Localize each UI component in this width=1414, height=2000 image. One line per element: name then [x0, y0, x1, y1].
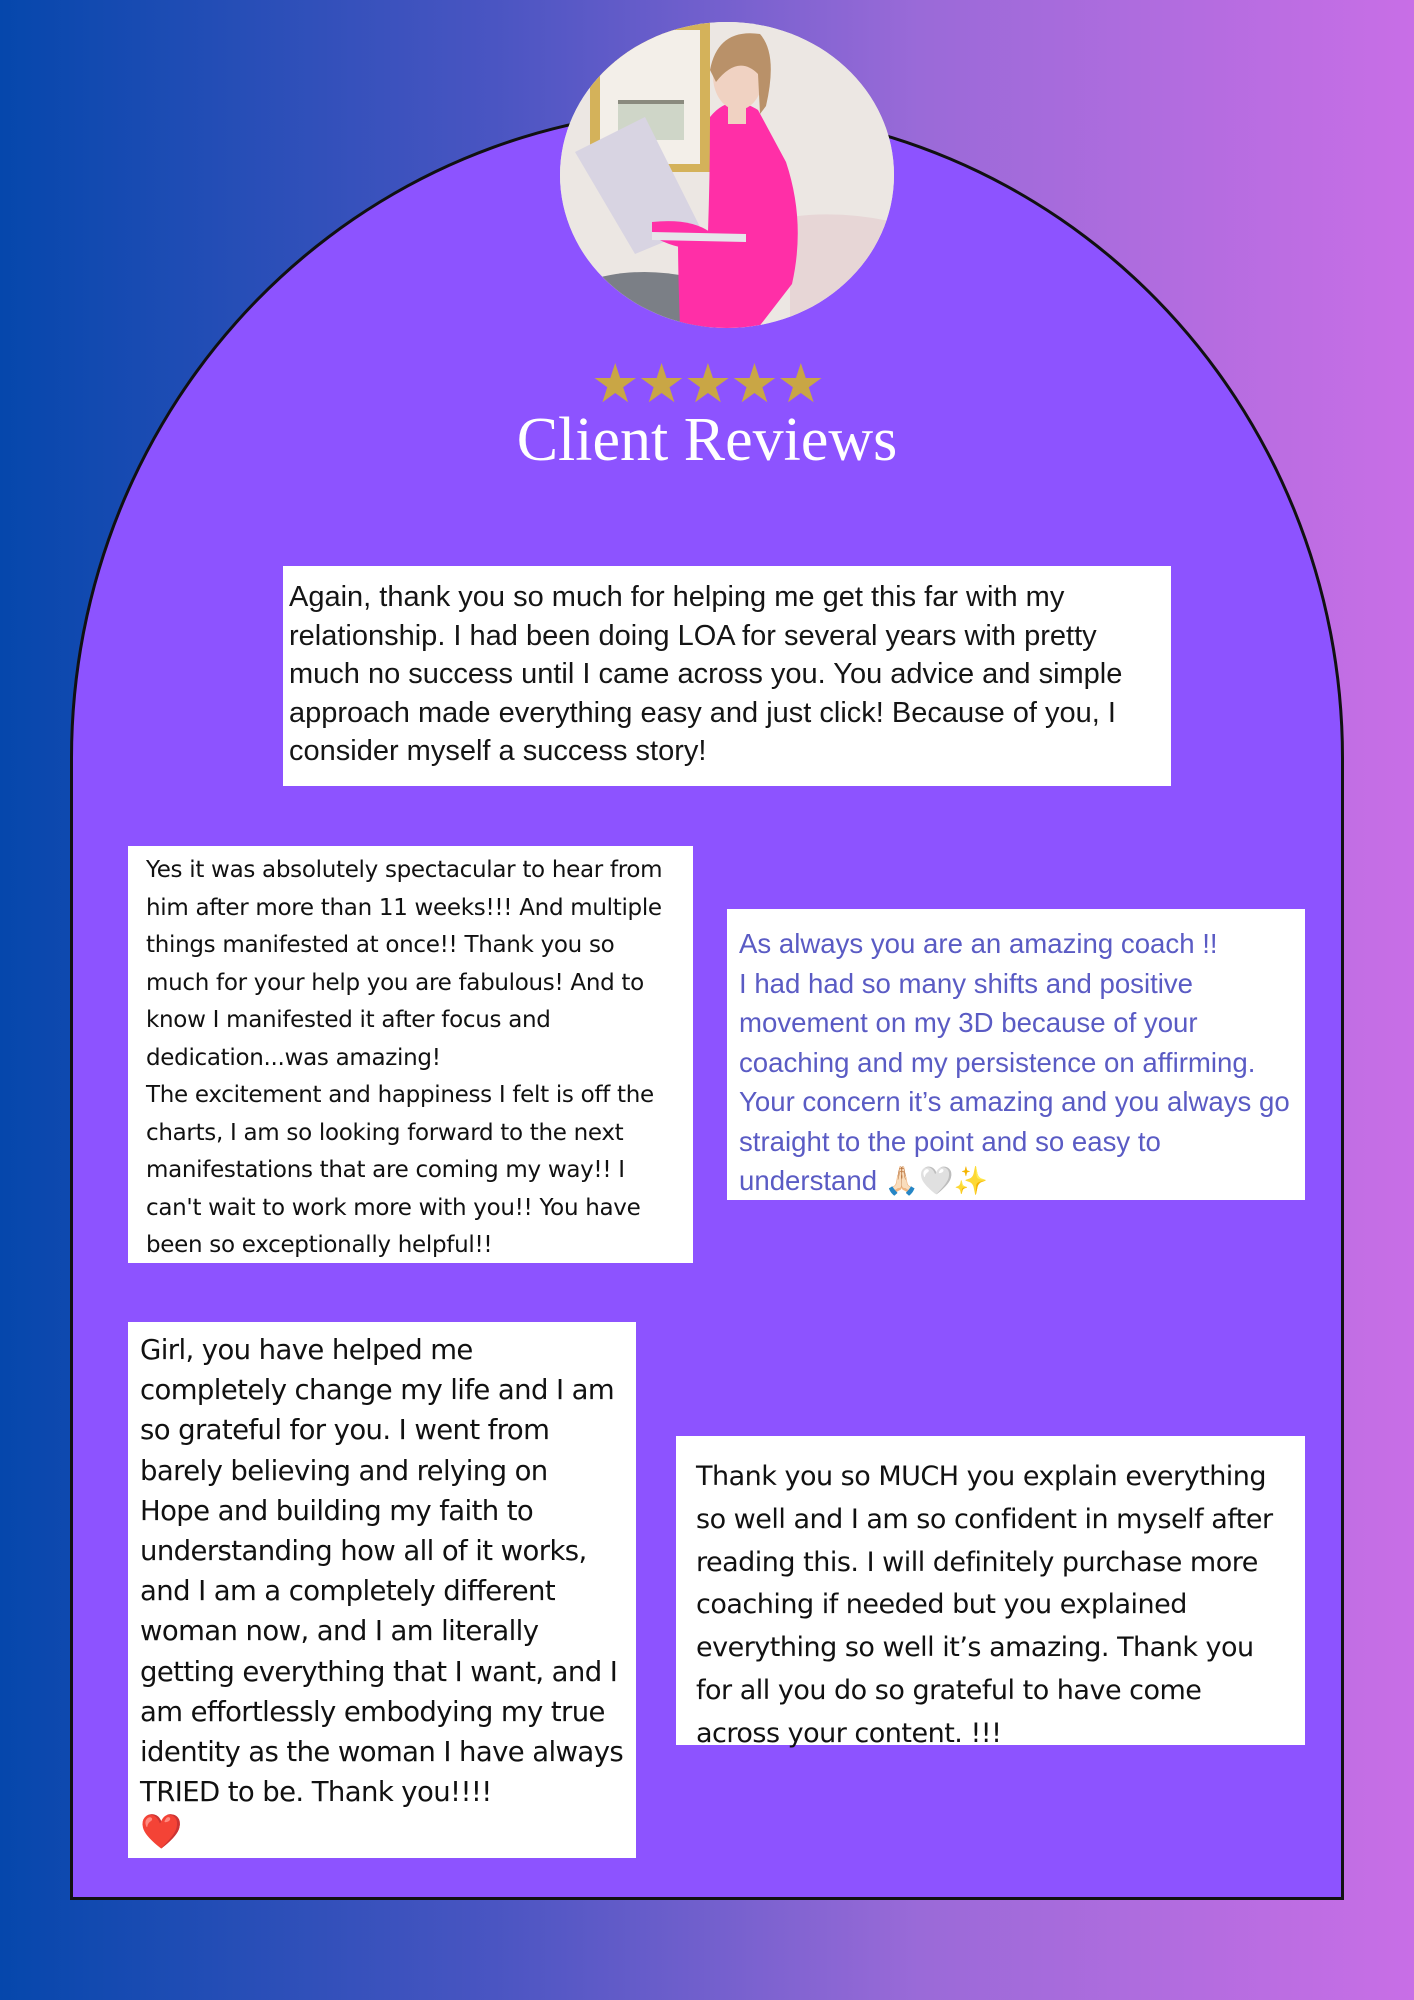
page-title: Client Reviews [516, 406, 898, 474]
review-card-1 [283, 566, 1171, 786]
review-card-2 [128, 846, 693, 1263]
review-text: Girl, you have helped me completely change my life and I am so grateful for you. I went from barely believing and relying on Hope and building my faith to understanding how all of it works, and I am a completely different woman now, and I am literally getting everything that I want, and I am effortlessly embodying my true identity as the woman I have always TRIED to be. Thank you!!!! [140, 1334, 624, 1809]
heart-icon: ❤️ [140, 1812, 182, 1853]
review-text: Again, thank you so much for helping me get this far with my relationship. I had been doing LOA for several years with pretty much no success until I came across you. You advice and simple approach made everything easy and just click! Because of you, I consider myself a success story! [289, 581, 1123, 767]
five-star-rating: ★★★★★ [590, 352, 824, 415]
review-card-3 [727, 909, 1305, 1200]
review-text: I had had so many shifts and positive movement on my 3D because of your coaching and my persistence on affirming. Your concern it’s amazing and you always go straight to the point and so easy to understand [739, 967, 1290, 1196]
review-first-line: As always you are an amazing coach !! [739, 928, 1218, 959]
review-card-5 [676, 1436, 1305, 1749]
woman-with-laptop-illustration [560, 22, 894, 328]
prayer-heart-sparkles-icon: 🙏🏻🤍✨ [884, 1164, 988, 1197]
review-text: Yes it was absolutely spectacular to hear from him after more than 11 weeks!!! And multiple things manifested at once!! Thank you so much for your help you are fabulous! And to know I manifested it after focus and dedication...was amazing! [146, 857, 663, 1071]
review-card-4 [128, 1322, 636, 1858]
review-text-continued: The excitement and happiness I felt is off the charts, I am so looking forward to the next manifestations that are coming my way!! I can't wait to work more with you!! You have been so exceptionally helpful!! [146, 1082, 654, 1258]
profile-photo [560, 22, 894, 328]
review-text: Thank you so MUCH you explain everything so well and I am so confident in myself after reading this. I will definitely purchase more coaching if needed but you explained everything so well it’s amazing. Thank you for all you do so grateful to have come across your content. !!! [696, 1461, 1273, 1749]
